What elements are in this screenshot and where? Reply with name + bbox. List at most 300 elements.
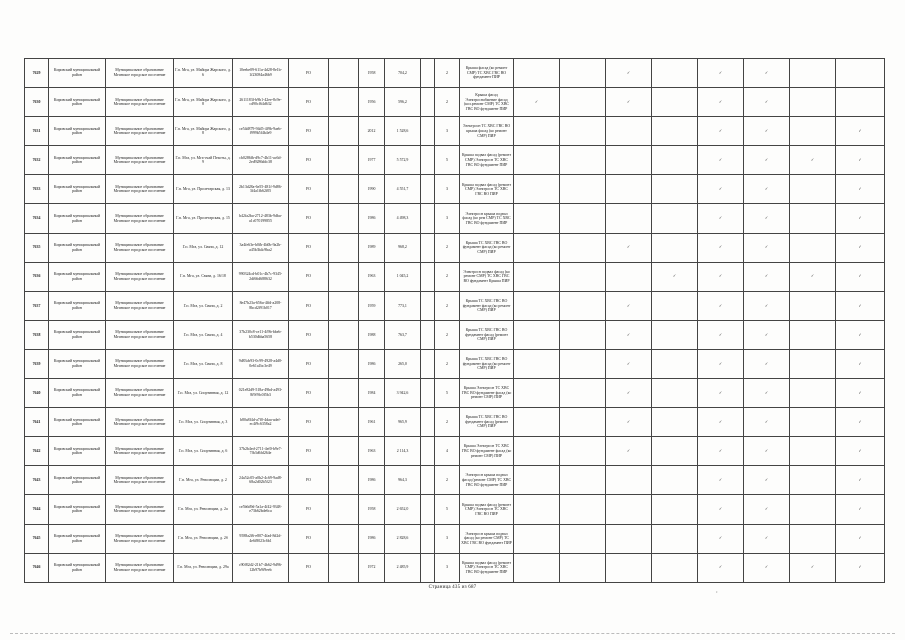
checkmark-icon: ✓	[836, 204, 885, 233]
works-cell: Крыша ТС ХВС ГВС ВО фундамент фасад (ремонт СМР) ПИР	[460, 408, 514, 437]
settlement-cell: Муниципальное образование Мгинское городское поселение	[106, 175, 174, 204]
checkmark-icon: ✓	[790, 262, 836, 291]
type-cell: FO	[289, 320, 329, 349]
checkmark-icon: ✓	[698, 437, 744, 466]
checkmark-icon: ✓	[698, 146, 744, 175]
empty-check-cell	[790, 349, 836, 378]
checkmark-icon: ✓	[744, 291, 790, 320]
fias-code-cell: ce5b6d9d-5a1a-4f42-9348-e73b62bde6ca	[233, 495, 289, 524]
blank-cell	[329, 88, 359, 117]
checkmark-icon: ✓	[606, 437, 652, 466]
row-number: 7630	[25, 88, 49, 117]
checkmark-icon: ✓	[698, 88, 744, 117]
empty-check-cell	[560, 320, 606, 349]
blank-cell	[421, 495, 435, 524]
empty-check-cell	[790, 379, 836, 408]
district-cell: Кировский муниципальный район	[49, 88, 106, 117]
row-number: 7637	[25, 291, 49, 320]
settlement-cell: Муниципальное образование Мгинское городское поселение	[106, 466, 174, 495]
blank-cell	[421, 379, 435, 408]
checkmark-icon: ✓	[606, 59, 652, 88]
settlement-cell: Муниципальное образование Мгинское городское поселение	[106, 495, 174, 524]
checkmark-icon: ✓	[744, 233, 790, 262]
area-cell: 968,2	[385, 233, 421, 262]
row-number: 7645	[25, 524, 49, 553]
blank-cell	[329, 495, 359, 524]
checkmark-icon: ✓	[836, 175, 885, 204]
district-cell: Кировский муниципальный район	[49, 349, 106, 378]
works-cell: Электросн подвал фасад (ко ремонт СМР) ТС ХВС ГВС ВО фундамент Крыша ПИР	[460, 262, 514, 291]
year-cell: 1956	[359, 88, 385, 117]
district-cell: Кировский муниципальный район	[49, 117, 106, 146]
checkmark-icon: ✓	[698, 117, 744, 146]
checkmark-icon: ✓	[836, 320, 885, 349]
checkmark-icon: ✓	[606, 291, 652, 320]
blank-cell	[421, 117, 435, 146]
address-cell: Г.п. Мга, ул. Спортивная, д. 3	[174, 408, 233, 437]
checkmark-icon: ✓	[698, 233, 744, 262]
row-number: 7638	[25, 320, 49, 349]
row-number: 7643	[25, 466, 49, 495]
settlement-cell: Муниципальное образование Мгинское городское поселение	[106, 320, 174, 349]
row-number: 7640	[25, 379, 49, 408]
empty-check-cell	[514, 437, 560, 466]
empty-check-cell	[836, 88, 885, 117]
row-number: 7634	[25, 204, 49, 233]
district-cell: Кировский муниципальный район	[49, 495, 106, 524]
district-cell: Кировский муниципальный район	[49, 233, 106, 262]
district-cell: Кировский муниципальный район	[49, 553, 106, 582]
empty-check-cell	[790, 233, 836, 262]
district-cell: Кировский муниципальный район	[49, 59, 106, 88]
table-row	[25, 379, 885, 408]
empty-check-cell	[560, 291, 606, 320]
year-cell: 1990	[359, 175, 385, 204]
empty-check-cell	[652, 437, 698, 466]
district-cell: Кировский муниципальный район	[49, 146, 106, 175]
blank-cell	[421, 553, 435, 582]
empty-check-cell	[652, 146, 698, 175]
row-number: 7631	[25, 117, 49, 146]
empty-check-cell	[606, 262, 652, 291]
empty-check-cell	[790, 204, 836, 233]
blank-cell	[421, 291, 435, 320]
fias-code-cell: b80a8f4d-a7f0-4daa-adef-ec4f9c6358a2	[233, 408, 289, 437]
checkmark-icon: ✓	[836, 349, 885, 378]
checkmark-icon: ✓	[790, 553, 836, 582]
checkmark-icon: ✓	[744, 349, 790, 378]
checkmark-icon: ✓	[744, 379, 790, 408]
address-cell: Г.п. Мга, ул. Связи, д. 8	[174, 349, 233, 378]
table-row	[25, 146, 885, 175]
empty-check-cell	[514, 524, 560, 553]
settlement-cell: Муниципальное образование Мгинское городское поселение	[106, 553, 174, 582]
type-cell: FO	[289, 88, 329, 117]
type-cell: FO	[289, 349, 329, 378]
empty-check-cell	[514, 233, 560, 262]
checkmark-icon: ✓	[744, 59, 790, 88]
empty-check-cell	[790, 117, 836, 146]
floors-cell: 5	[435, 495, 460, 524]
checkmark-icon: ✓	[698, 175, 744, 204]
type-cell: FO	[289, 495, 329, 524]
empty-check-cell	[790, 495, 836, 524]
checkmark-icon: ✓	[698, 553, 744, 582]
works-cell: Крыша ТС ХВС ГВС ВО фундамент фасад (ко ремонт СМР) ПИР	[460, 291, 514, 320]
checkmark-icon: ✓	[698, 262, 744, 291]
checkmark-icon: ✓	[698, 524, 744, 553]
works-cell: Электросн крыша подвал фасад (ко ремонт СМР) ТС ХВС ГВС ВО фундамент ПИР	[460, 524, 514, 553]
address-cell: Г.п. Мга, ул. Мга-счай Пехоты, д. 9	[174, 146, 233, 175]
blank-cell	[421, 524, 435, 553]
type-cell: FO	[289, 262, 329, 291]
row-number: 7629	[25, 59, 49, 88]
blank-cell	[329, 437, 359, 466]
floors-cell: 3	[435, 524, 460, 553]
type-cell: FO	[289, 437, 329, 466]
fias-code-cell: 2b13d28a-6e55-481f-9d86-3f4a1fb62f05	[233, 175, 289, 204]
area-cell: 265,0	[385, 349, 421, 378]
checkmark-icon: ✓	[698, 495, 744, 524]
floors-cell: 2	[435, 291, 460, 320]
settlement-cell: Муниципальное образование Мгинское городское поселение	[106, 379, 174, 408]
floors-cell: 2	[435, 408, 460, 437]
blank-cell	[421, 175, 435, 204]
checkmark-icon: ✓	[744, 524, 790, 553]
address-cell: Г.п. Мга, ул. Майора Жарского, д. 6	[174, 59, 233, 88]
type-cell: FO	[289, 204, 329, 233]
empty-check-cell	[652, 553, 698, 582]
fias-code-cell: 9d83cb93-0c99-4928-a4d0-0e61a1bc3e49	[233, 349, 289, 378]
empty-check-cell	[560, 495, 606, 524]
blank-cell	[329, 553, 359, 582]
works-cell: Крыша Электросн ТС ХВС ГВС ВО фундамент фасад (ко ремонт СМР) ПИР	[460, 379, 514, 408]
checkmark-icon: ✓	[744, 553, 790, 582]
district-cell: Кировский муниципальный район	[49, 262, 106, 291]
checkmark-icon: ✓	[836, 146, 885, 175]
address-cell: Г.п. Мга, ул. Революции, д. 2а	[174, 495, 233, 524]
empty-check-cell	[560, 146, 606, 175]
fias-code-cell: ce54d879-94d5-4f9b-9aeb-f999b5f4b4e9	[233, 117, 289, 146]
settlement-cell: Муниципальное образование Мгинское городское поселение	[106, 59, 174, 88]
works-cell: Крыша фасад (ко ремонт СМР) ТС ХВС ГВС ВО фундамент ПИР	[460, 59, 514, 88]
empty-check-cell	[514, 349, 560, 378]
checkmark-icon: ✓	[836, 524, 885, 553]
area-cell: 3 942,6	[385, 379, 421, 408]
district-cell: Кировский муниципальный район	[49, 408, 106, 437]
floors-cell: 3	[435, 553, 460, 582]
blank-cell	[329, 379, 359, 408]
checkmark-icon: ✓	[698, 408, 744, 437]
empty-check-cell	[560, 88, 606, 117]
type-cell: FO	[289, 379, 329, 408]
checkmark-icon: ✓	[606, 233, 652, 262]
empty-check-cell	[560, 553, 606, 582]
fias-code-cell: 37b2b4ed-2711-4ef0-b9e7-7fb3d6fd264e	[233, 437, 289, 466]
empty-check-cell	[514, 262, 560, 291]
table-row	[25, 262, 885, 291]
settlement-cell: Муниципальное образование Мгинское городское поселение	[106, 349, 174, 378]
floors-cell: 3	[435, 117, 460, 146]
table-row	[25, 291, 885, 320]
floors-cell: 2	[435, 59, 460, 88]
works-cell: Крыша подвал фасад (ремонт СМР) Электросн ТС ХВС ГВС ВО ПИР	[460, 495, 514, 524]
empty-check-cell	[652, 379, 698, 408]
type-cell: FO	[289, 117, 329, 146]
empty-check-cell	[560, 379, 606, 408]
row-number: 7642	[25, 437, 49, 466]
empty-check-cell	[514, 553, 560, 582]
empty-check-cell	[652, 466, 698, 495]
blank-cell	[421, 349, 435, 378]
blank-cell	[421, 320, 435, 349]
works-cell: Крыша подвал фасад (ремонт СМР) Электросн ТС ХВС ГВС ВО ПИР	[460, 175, 514, 204]
year-cell: 1989	[359, 233, 385, 262]
year-cell: 1988	[359, 320, 385, 349]
district-cell: Кировский муниципальный район	[49, 291, 106, 320]
year-cell: 1986	[359, 524, 385, 553]
empty-check-cell	[560, 233, 606, 262]
settlement-cell: Муниципальное образование Мгинское городское поселение	[106, 117, 174, 146]
blank-cell	[329, 204, 359, 233]
empty-check-cell	[514, 59, 560, 88]
empty-check-cell	[560, 408, 606, 437]
blank-cell	[329, 408, 359, 437]
row-number: 7644	[25, 495, 49, 524]
register-table	[24, 58, 885, 583]
address-cell: Г.п. Мга, ул. Связи, д. 12	[174, 233, 233, 262]
type-cell: FO	[289, 233, 329, 262]
year-cell: 1984	[359, 379, 385, 408]
empty-check-cell	[790, 524, 836, 553]
fias-code-cell: 2611183f-b9b1-42ee-8c9e-cd90cf64d632	[233, 88, 289, 117]
fias-code-cell: 9588a2f6-e807-4fad-8d2d-4e6f8023c6b1	[233, 524, 289, 553]
address-cell: Г.п. Мга, ул. Революции, д. 2б	[174, 524, 233, 553]
empty-check-cell	[652, 59, 698, 88]
settlement-cell: Муниципальное образование Мгинское городское поселение	[106, 146, 174, 175]
fias-code-cell: 990324cd-b01c-4b7c-9345-2df66d688632	[233, 262, 289, 291]
year-cell: 1986	[359, 466, 385, 495]
checkmark-icon: ✓	[698, 349, 744, 378]
area-cell: 964,3	[385, 466, 421, 495]
table-row	[25, 437, 885, 466]
blank-cell	[329, 117, 359, 146]
checkmark-icon: ✓	[698, 320, 744, 349]
settlement-cell: Муниципальное образование Мгинское городское поселение	[106, 204, 174, 233]
blank-cell	[421, 88, 435, 117]
works-cell: Электросн крыша подвал фасад (ко рем СМР) ТС ХВС ГВС ВО фундамент ПИР	[460, 204, 514, 233]
checkmark-icon: ✓	[744, 175, 790, 204]
blank-cell	[421, 146, 435, 175]
address-cell: Г.п. Мга, ул. Спортивная, д. 12	[174, 379, 233, 408]
table-row	[25, 349, 885, 378]
year-cell: 1958	[359, 59, 385, 88]
works-cell: Крыша ТС ХВС ГВС ВО фундамент фасад (ремонт СМР) ПИР	[460, 320, 514, 349]
blank-cell	[329, 524, 359, 553]
table-row	[25, 320, 885, 349]
empty-check-cell	[560, 262, 606, 291]
works-cell: Электросн ТС ХВС ГВС ВО крыша фасад (ко ремонт СМР) ПИР	[460, 117, 514, 146]
address-cell: Г.п. Мга, ул. Пролетарская, д. 13	[174, 175, 233, 204]
blank-cell	[421, 262, 435, 291]
settlement-cell: Муниципальное образование Мгинское городское поселение	[106, 437, 174, 466]
empty-check-cell	[560, 349, 606, 378]
blank-cell	[329, 146, 359, 175]
table-row	[25, 175, 885, 204]
table-row	[25, 204, 885, 233]
year-cell: 1958	[359, 495, 385, 524]
area-cell: 704,2	[385, 59, 421, 88]
settlement-cell: Муниципальное образование Мгинское городское поселение	[106, 233, 174, 262]
district-cell: Кировский муниципальный район	[49, 466, 106, 495]
floors-cell: 5	[435, 146, 460, 175]
empty-check-cell	[606, 524, 652, 553]
blank-cell	[329, 320, 359, 349]
blank-cell	[329, 175, 359, 204]
blank-cell	[329, 233, 359, 262]
area-cell: 2 114,3	[385, 437, 421, 466]
type-cell: FO	[289, 524, 329, 553]
checkmark-icon: ✓	[698, 466, 744, 495]
type-cell: FO	[289, 408, 329, 437]
checkmark-icon: ✓	[836, 117, 885, 146]
empty-check-cell	[790, 320, 836, 349]
empty-check-cell	[652, 291, 698, 320]
blank-cell	[329, 466, 359, 495]
table-row	[25, 88, 885, 117]
row-number: 7636	[25, 262, 49, 291]
fias-code-cell: cb0286fb-d9c7-4b11-ac6d-2ed9286ddc38	[233, 146, 289, 175]
checkmark-icon: ✓	[652, 262, 698, 291]
checkmark-icon: ✓	[836, 495, 885, 524]
empty-check-cell	[560, 466, 606, 495]
row-number: 7646	[25, 553, 49, 582]
checkmark-icon: ✓	[744, 320, 790, 349]
empty-check-cell	[514, 408, 560, 437]
empty-check-cell	[790, 88, 836, 117]
year-cell: 1986	[359, 349, 385, 378]
empty-check-cell	[652, 495, 698, 524]
empty-check-cell	[560, 59, 606, 88]
empty-check-cell	[652, 320, 698, 349]
empty-check-cell	[514, 466, 560, 495]
checkmark-icon: ✓	[744, 88, 790, 117]
checkmark-icon: ✓	[698, 379, 744, 408]
empty-check-cell	[652, 524, 698, 553]
district-cell: Кировский муниципальный район	[49, 320, 106, 349]
type-cell: FO	[289, 175, 329, 204]
floors-cell: 2	[435, 320, 460, 349]
floors-cell: 3	[435, 175, 460, 204]
blank-cell	[421, 59, 435, 88]
empty-check-cell	[652, 204, 698, 233]
row-number: 7641	[25, 408, 49, 437]
floors-cell: 2	[435, 262, 460, 291]
page-footer: Страница 435 из 687	[428, 585, 477, 590]
year-cell: 1963	[359, 262, 385, 291]
type-cell: FO	[289, 553, 329, 582]
blank-cell	[421, 408, 435, 437]
empty-check-cell	[606, 466, 652, 495]
checkmark-icon: ✓	[606, 320, 652, 349]
empty-check-cell	[790, 59, 836, 88]
settlement-cell: Муниципальное образование Мгинское городское поселение	[106, 291, 174, 320]
checkmark-icon: ✓	[606, 408, 652, 437]
checkmark-icon: ✓	[698, 204, 744, 233]
checkmark-icon: ✓	[836, 262, 885, 291]
empty-check-cell	[606, 204, 652, 233]
empty-check-cell	[514, 117, 560, 146]
table-row	[25, 553, 885, 582]
empty-check-cell	[606, 175, 652, 204]
blank-cell	[421, 466, 435, 495]
address-cell: Г.п. Мга, ул. Связи, д. 2	[174, 291, 233, 320]
area-cell: 5 572,9	[385, 146, 421, 175]
checkmark-icon: ✓	[836, 466, 885, 495]
fias-code-cell: 021e82d9-518a-49bd-a493-8f9f9fc0f5b3	[233, 379, 289, 408]
empty-check-cell	[790, 175, 836, 204]
checkmark-icon: ✓	[744, 408, 790, 437]
checkmark-icon: ✓	[744, 146, 790, 175]
works-cell: Крыша ТС ХВС ГВС ВО фундамент фасад (ко ремонт СМР) ПИР	[460, 233, 514, 262]
fias-code-cell: 10eebe09-611a-4d28-8e1b-1f23084a46b9	[233, 59, 289, 88]
address-cell: Г.п. Мга, ул. Спортивная, д. 6	[174, 437, 233, 466]
empty-check-cell	[790, 291, 836, 320]
empty-check-cell	[652, 88, 698, 117]
checkmark-icon: ✓	[836, 553, 885, 582]
table-row	[25, 495, 885, 524]
floors-cell: 4	[435, 437, 460, 466]
year-cell: 1963	[359, 437, 385, 466]
empty-check-cell	[606, 495, 652, 524]
area-cell: 2 485,9	[385, 553, 421, 582]
checkmark-icon: ✓	[744, 437, 790, 466]
checkmark-icon: ✓	[606, 349, 652, 378]
empty-check-cell	[606, 117, 652, 146]
settlement-cell: Муниципальное образование Мгинское городское поселение	[106, 262, 174, 291]
checkmark-icon: ✓	[744, 262, 790, 291]
type-cell: FO	[289, 59, 329, 88]
table-row	[25, 117, 885, 146]
row-number: 7639	[25, 349, 49, 378]
margin-mark: ʼ	[716, 592, 718, 597]
address-cell: Г.п. Мга, ул. Майора Жарского, д. 8	[174, 117, 233, 146]
blank-cell	[329, 349, 359, 378]
table-row	[25, 233, 885, 262]
blank-cell	[329, 262, 359, 291]
empty-check-cell	[514, 320, 560, 349]
empty-check-cell	[514, 175, 560, 204]
checkmark-icon: ✓	[744, 117, 790, 146]
address-cell: Г.п. Мга, ул. Связи, д. 4	[174, 320, 233, 349]
fias-code-cell: 24a52c05-a0b2-4c69-9ad8-68a2d02b5f23	[233, 466, 289, 495]
empty-check-cell	[560, 204, 606, 233]
area-cell: 4 498,3	[385, 204, 421, 233]
area-cell: 2 828,6	[385, 524, 421, 553]
address-cell: Г.п. Мга, ул. Революции, д. 29а	[174, 553, 233, 582]
area-cell: 773,1	[385, 291, 421, 320]
table-row	[25, 408, 885, 437]
works-cell: Крыша ТС ХВС ГВС ВО фундамент фасад (ко ремонт СМР) ПИР	[460, 349, 514, 378]
floors-cell: 2	[435, 233, 460, 262]
year-cell: 1959	[359, 291, 385, 320]
floors-cell: 2	[435, 466, 460, 495]
settlement-cell: Муниципальное образование Мгинское городское поселение	[106, 408, 174, 437]
row-number: 7635	[25, 233, 49, 262]
address-cell: Г.п. Мга, ул. Пролетарская, д. 15	[174, 204, 233, 233]
empty-check-cell	[514, 379, 560, 408]
blank-cell	[421, 233, 435, 262]
